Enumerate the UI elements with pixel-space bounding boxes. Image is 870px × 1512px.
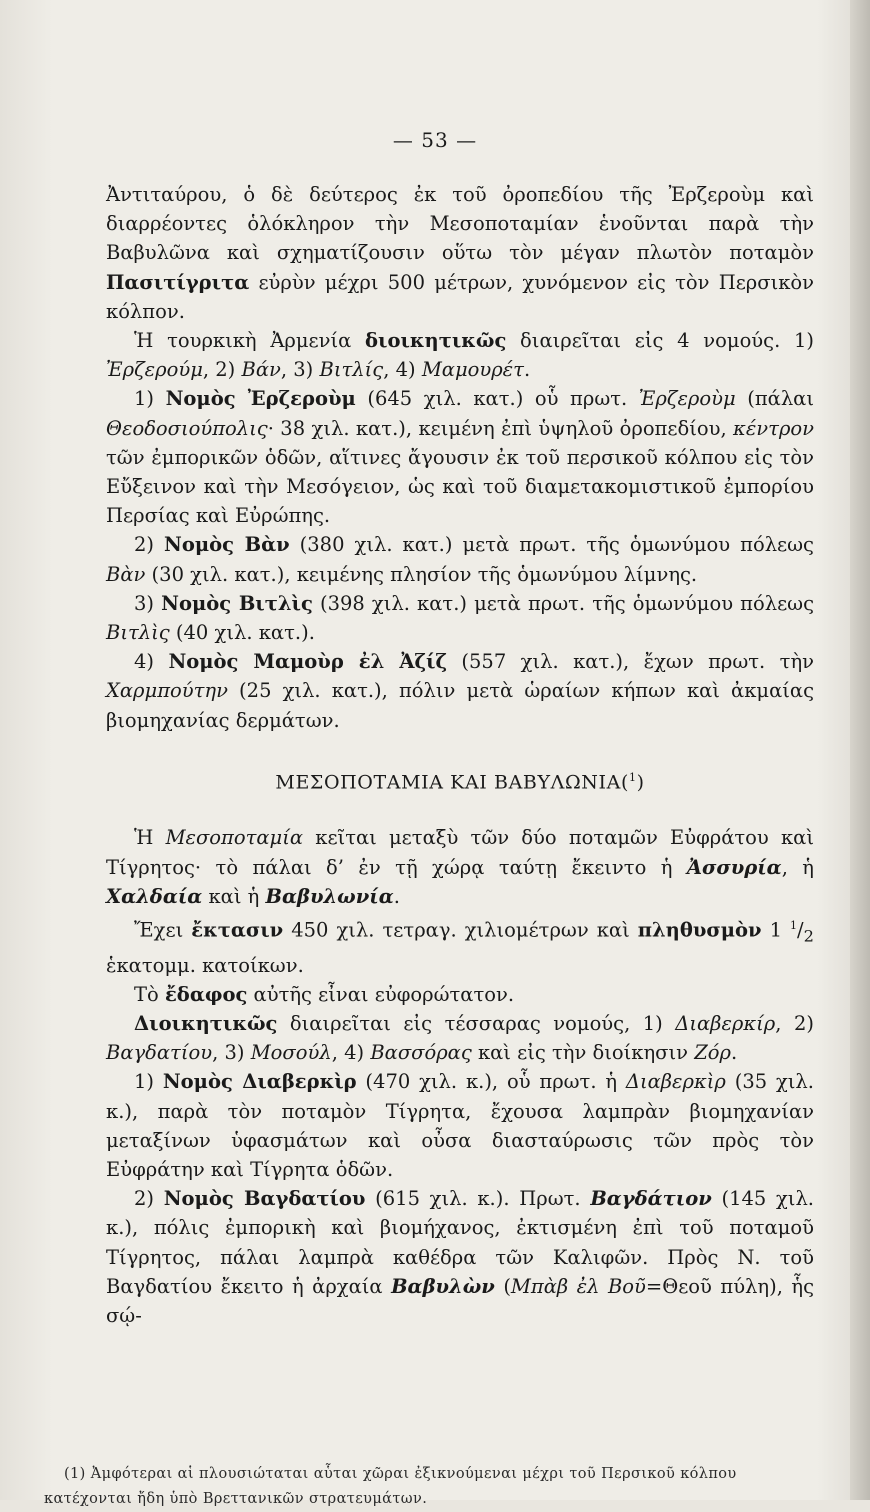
footnote-text: (1) Ἀμφότεραι αἱ πλουσιώταται αὗται χῶραι ἐξικνούμεναι μέχρι τοῦ Περσικοῦ κόλπου κατέχονται ἤδη ὑπὸ Βρεττανικῶν στρατευμάτων.	[44, 1466, 737, 1507]
body-text	[106, 180, 814, 1330]
paragraph: Ἡ Μεσοποταμία κεῖται μεταξὺ τῶν δύο ποταμῶν Εὐφράτου καὶ Τίγρητος· τὸ πάλαι δ’ ἐν τῇ χώρᾳ ταύτῃ ἔκειντο ἡ Ἀσσυρία, ἡ Χαλδαία καὶ ἡ Βαβυλωνία.	[106, 826, 814, 908]
paragraph: 4) Νομὸς Μαμοὺρ ἐλ Ἀζίζ (557 χιλ. κατ.), ἔχων πρωτ. τὴν Χαρμπούτην (25 χιλ. κατ.), πόλιν μετὰ ὡραίων κήπων καὶ ἀκμαίας βιομηχανίας δερμάτων.	[106, 650, 814, 732]
paragraph: 3) Νομὸς Βιτλὶς (398 χιλ. κατ.) μετὰ πρωτ. τῆς ὁμωνύμου πόλεως Βιτλὶς (40 χιλ. κατ.).	[106, 591, 815, 645]
page-edge	[850, 0, 870, 1500]
paragraph: Ἡ τουρκικὴ Ἀρμενία διοικητικῶς διαιρεῖται εἰς 4 νομούς. 1) Ἐρζερούμ, 2) Βάν, 3) Βιτλίς, 4) Μαμουρέτ.	[106, 329, 815, 382]
paragraph: 2) Νομὸς Βαγδατίου (615 χιλ. κ.). Πρωτ. Βαγδάτιον (145 χιλ. κ.), πόλις ἐμπορικὴ καὶ βιομήχανος, ἐκτισμένη ἐπὶ τοῦ ποταμοῦ Τίγρητος, πάλαι λαμπρὰ καθέδρα τῶν Καλιφῶν. Πρὸς Ν. τοῦ Βαγδατίου ἔκειτο ἡ ἀρχαία Βαβυλὼν (Μπὰβ ἐλ Βοῦ=Θεοῦ πύλη), ἧς σῴ-	[106, 1187, 815, 1328]
paragraph: 1) Νομὸς Διαβερκὶρ (470 χιλ. κ.), οὗ πρωτ. ἡ Διαβερκὶρ (35 χιλ. κ.), παρὰ τὸν ποταμὸν Τίγρητα, ἔχουσα λαμπρὰν βιομηχανίαν μεταξίνων ὑφασμάτων καὶ οὖσα διασταύρωσις τῶν πρὸς τὸν Εὐφράτην καὶ Τίγρητα ὁδῶν.	[106, 1070, 814, 1182]
paragraph: Τὸ ἔδαφος αὐτῆς εἶναι εὐφορώτατον.	[134, 982, 515, 1006]
page-number: — 53 —	[392, 128, 478, 152]
paragraph: Διοικητικῶς διαιρεῖται εἰς τέσσαρας νομούς, 1) Διαβερκίρ, 2) Βαγδατίου, 3) Μοσούλ, 4) Βασσόρας καὶ εἰς τὴν διοίκησιν Ζόρ.	[106, 1012, 814, 1065]
footnote	[44, 1462, 814, 1512]
section-heading: ΜΕΣΟΠΟΤΑΜΙΑ ΚΑΙ ΒΑΒΥΛΩΝΙΑ($^1$)	[275, 770, 645, 794]
paragraph: Ἀντιταύρου, ὁ δὲ δεύτερος ἐκ τοῦ ὀροπεδίου τῆς Ἐρζεροὺμ καὶ διαρρέοντες ὁλόκληρον τὴν Μεσοποταμίαν ἑνοῦνται παρὰ τὴν Βαβυλῶνα καὶ σχηματίζουσιν οὕτω τὸν μέγαν πλωτὸν ποταμὸν Πασιτίγριτα εὐρὺν μέχρι 500 μέτρων, χυνόμενον εἰς τὸν Περσικὸν κόλπον.	[106, 183, 814, 323]
paragraph: Ἔχει ἔκτασιν 450 χιλ. τετραγ. χιλιομέτρων καὶ πληθυσμὸν 1 $^1/_2$ ἑκατομμ. κατοίκων.	[106, 918, 814, 977]
paragraph: 2) Νομὸς Βὰν (380 χιλ. κατ.) μετὰ πρωτ. τῆς ὁμωνύμου πόλεως Βὰν (30 χιλ. κατ.), κειμένης πλησίον τῆς ὁμωνύμου λίμνης.	[106, 533, 814, 586]
paragraph: 1) Νομὸς Ἐρζεροὺμ (645 χιλ. κατ.) οὗ πρωτ. Ἐρζεροὺμ (πάλαι Θεοδοσιούπολις· 38 χιλ. κατ.), κειμένη ἐπὶ ὑψηλοῦ ὀροπεδίου, κέντρον τῶν ἐμπορικῶν ὁδῶν, αἵτινες ἄγουσιν ἐκ τοῦ περσικοῦ κόλπου εἰς τὸν Εὔξεινον καὶ τὴν Μεσόγειον, ὡς καὶ τοῦ διαμετακομιστικοῦ ἐμπορίου Περσίας καὶ Εὐρώπης.	[106, 387, 814, 528]
